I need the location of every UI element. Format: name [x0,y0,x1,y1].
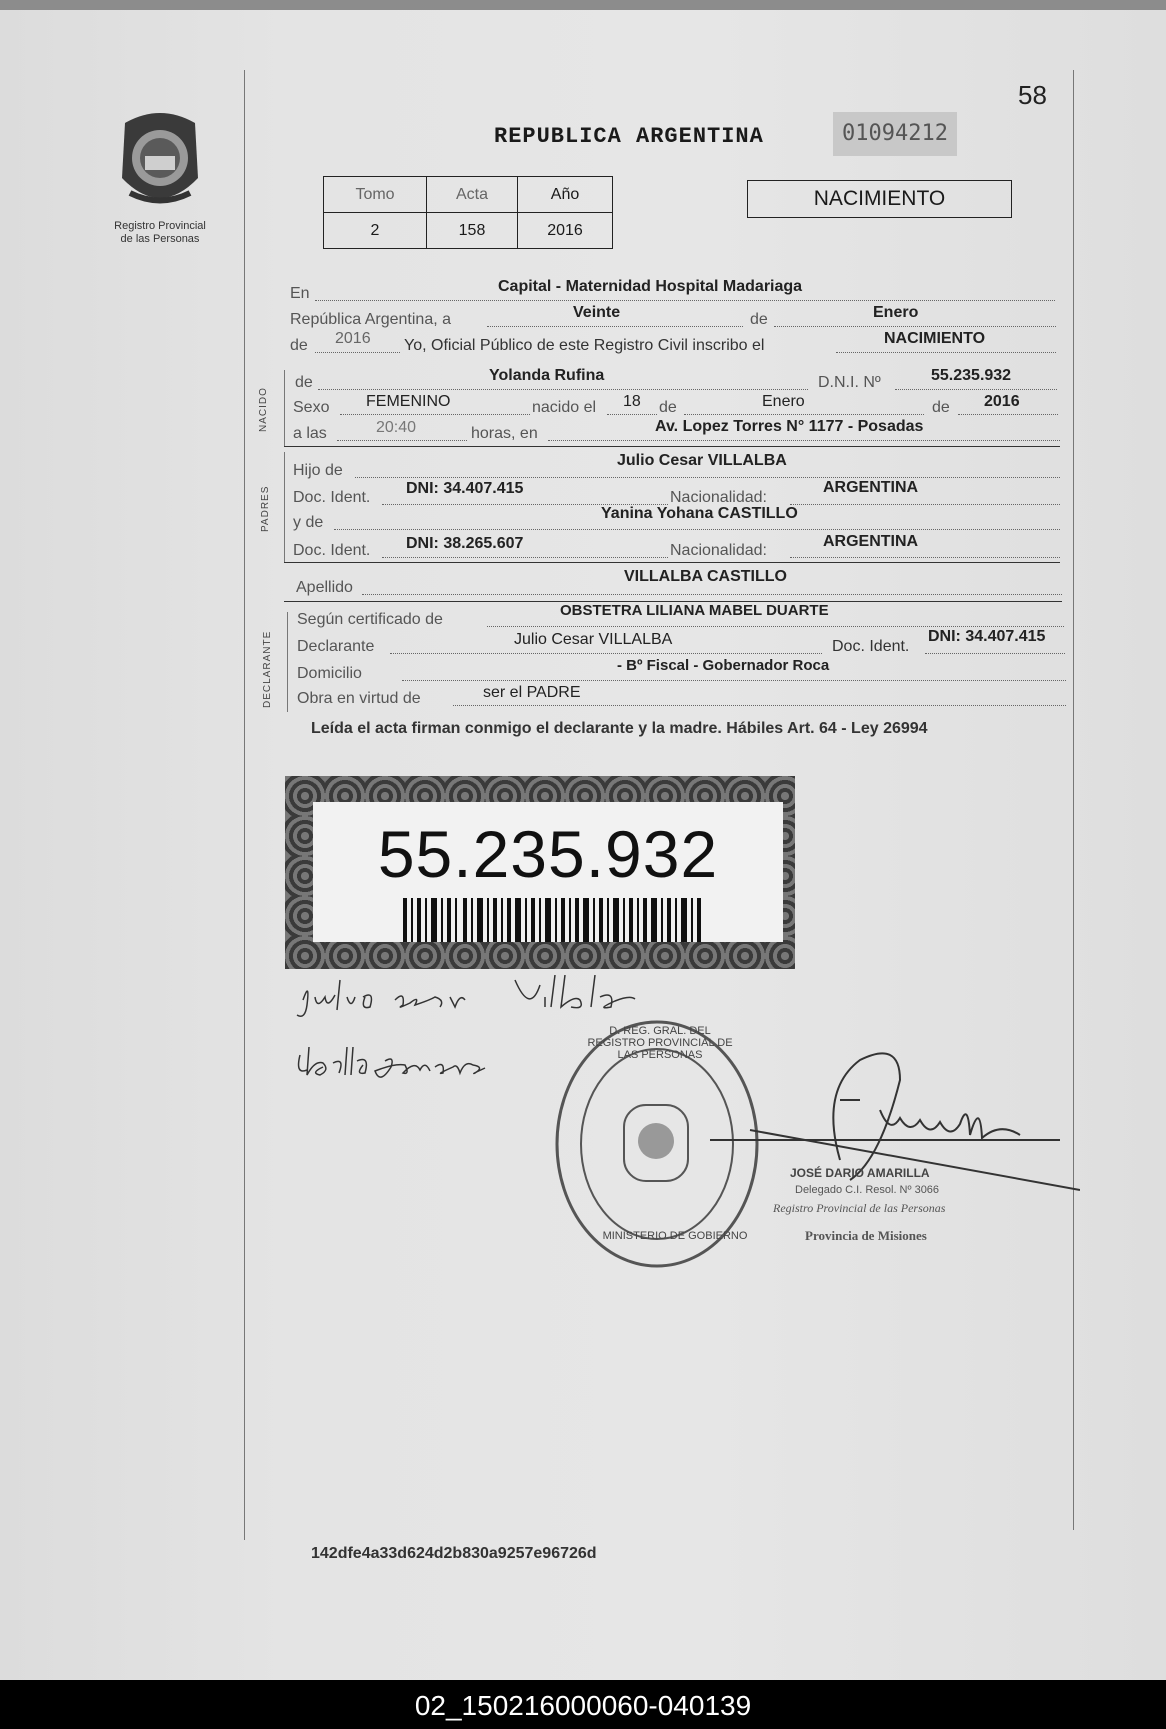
label-sexo: Sexo [293,399,330,416]
dotted-line [453,704,1066,706]
dotted-line [925,652,1065,654]
label-declarante: Declarante [297,638,375,655]
dotted-line [402,679,1066,681]
provincial-seal-logo [110,108,210,218]
dotted-line [790,503,1060,505]
value-nombre: Yolanda Rufina [489,367,605,384]
serial-number: 01094212 [833,112,957,156]
document-hash: 142dfe4a33d624d2b830a9257e96726d [311,1545,597,1562]
section-bracket-line [284,370,285,446]
value-tipo: NACIMIENTO [884,330,986,347]
dotted-line [607,413,657,415]
country-title: REPUBLICA ARGENTINA [494,124,764,149]
label-apellido: Apellido [296,579,353,596]
label-en: En [290,285,310,302]
side-label-padres: PADRES [260,485,271,532]
value-domicilio: - Bº Fiscal - Gobernador Roca [617,657,830,674]
dotted-line [355,476,1060,478]
value-obra: ser el PADRE [483,684,581,701]
dotted-line [774,325,1056,327]
right-margin-line [1073,70,1074,1530]
value-lugar-nac: Av. Lopez Torres N° 1177 - Posadas [655,418,924,435]
dotted-line [318,388,808,390]
section-bracket-line [284,452,285,562]
left-margin-line [244,70,245,1540]
dotted-line [334,528,1060,530]
value-certificado: OBSTETRA LILIANA MABEL DUARTE [560,602,829,619]
label-domicilio: Domicilio [297,665,362,682]
barcode-icon [403,898,703,942]
dotted-line [362,593,1062,595]
label-de-mes: de [659,399,677,416]
dotted-line [548,439,1060,441]
dotted-line [895,388,1057,390]
value-madre: Yanina Yohana CASTILLO [601,505,798,522]
value-declarante: Julio Cesar VILLALBA [514,631,673,648]
value-nac-mes: Enero [762,393,805,410]
value-madre-doc: DNI: 38.265.607 [406,535,524,552]
dotted-line [836,351,1056,353]
label-de: de [750,311,768,328]
logo-caption-line1: Registro Provincial [114,220,206,232]
officer-name: JOSÉ DARIO AMARILLA [790,1166,930,1180]
dotted-line [958,413,1058,415]
dni-number: 55.235.932 [377,817,719,891]
dni-barcode-label [285,776,795,969]
value-padre-nac: ARGENTINA [823,479,919,496]
acta-value: 158 [427,213,518,249]
closing-note: Leída el acta firman conmigo el declarante y la madre. Hábiles Art. 64 - Ley 26994 [311,720,928,737]
dotted-line [382,556,668,558]
label-nacionalidad2: Nacionalidad: [670,542,767,559]
label-doc-ident2: Doc. Ident. [293,542,371,559]
label-y-de: y de [293,514,324,531]
label-horas-en: horas, en [471,425,538,442]
value-dni: 55.235.932 [931,367,1012,384]
label-hijo-de: Hijo de [293,462,343,479]
value-padre: Julio Cesar VILLALBA [617,452,787,469]
value-anio: 2016 [335,330,371,347]
logo-caption-line2: de las Personas [120,233,200,245]
label-nacido-el: nacido el [532,399,597,416]
officer-province: Provincia de Misiones [805,1228,927,1243]
value-hora: 20:40 [376,419,417,436]
stamp-inner-text: MINISTERIO DE GOBIERNO [602,1230,748,1242]
acta-header: Acta [427,177,518,213]
footer-id: 02_150216000060-040139 [414,1690,752,1721]
officer-title: Delegado C.I. Resol. Nº 3066 [795,1184,940,1196]
label-de-anio: de [290,337,308,354]
stamp-ring-text: D. REG. GRAL. DEL REGISTRO PROVINCIAL DE LAS PERSONAS [587,1025,733,1061]
value-sexo: FEMENINO [366,393,451,410]
registry-table [323,176,613,249]
dotted-line [315,299,1055,301]
section-bracket-line [287,612,288,712]
label-nacionalidad: Nacionalidad: [670,489,767,506]
label-republica: República Argentina, a [290,311,451,328]
label-a-las: a las [293,425,327,442]
side-label-nacido: NACIDO [258,387,269,432]
logo-caption [95,220,225,246]
footer-bar [0,1680,1166,1729]
label-obra-en-virtud: Obra en virtud de [297,690,421,707]
value-nac-dia: 18 [623,393,641,410]
dotted-line [340,413,530,415]
value-nac-anio: 2016 [984,393,1020,410]
section-divider [284,562,1060,563]
value-apellido: VILLALBA CASTILLO [624,568,787,585]
label-de-anio2: de [932,399,950,416]
side-label-declarante: DECLARANTE [262,630,273,708]
top-edge-shadow [0,0,1166,10]
dotted-line [390,652,822,654]
anio-header: Año [518,177,613,213]
dotted-line [315,351,400,353]
label-de-nombre: de [295,374,313,391]
value-declarante-doc: DNI: 34.407.415 [928,628,1046,645]
value-madre-nac: ARGENTINA [823,533,919,550]
dotted-line [337,439,467,441]
dotted-line [684,413,924,415]
dotted-line [487,325,743,327]
dotted-line [487,625,1064,627]
label-dni: D.N.I. Nº [818,374,881,391]
label-doc-ident: Doc. Ident. [293,489,371,506]
tomo-header: Tomo [324,177,427,213]
label-segun-certificado: Según certificado de [297,611,443,628]
value-padre-doc: DNI: 34.407.415 [406,480,524,497]
label-doc-ident3: Doc. Ident. [832,638,910,655]
value-lugar: Capital - Maternidad Hospital Madariaga [498,278,803,295]
label-inner [313,802,783,942]
value-dia: Veinte [573,304,621,321]
label-oficial: Yo, Oficial Público de este Registro Civil inscribo el [404,337,765,354]
document-type-box: NACIMIENTO [747,180,1012,218]
value-mes: Enero [873,304,919,321]
dotted-line [790,556,1060,558]
officer-registry: Registro Provincial de las Personas [773,1201,946,1215]
tomo-value: 2 [324,213,427,249]
page-number: 58 [1018,80,1047,110]
anio-value: 2016 [518,213,613,249]
section-divider [284,446,1060,447]
